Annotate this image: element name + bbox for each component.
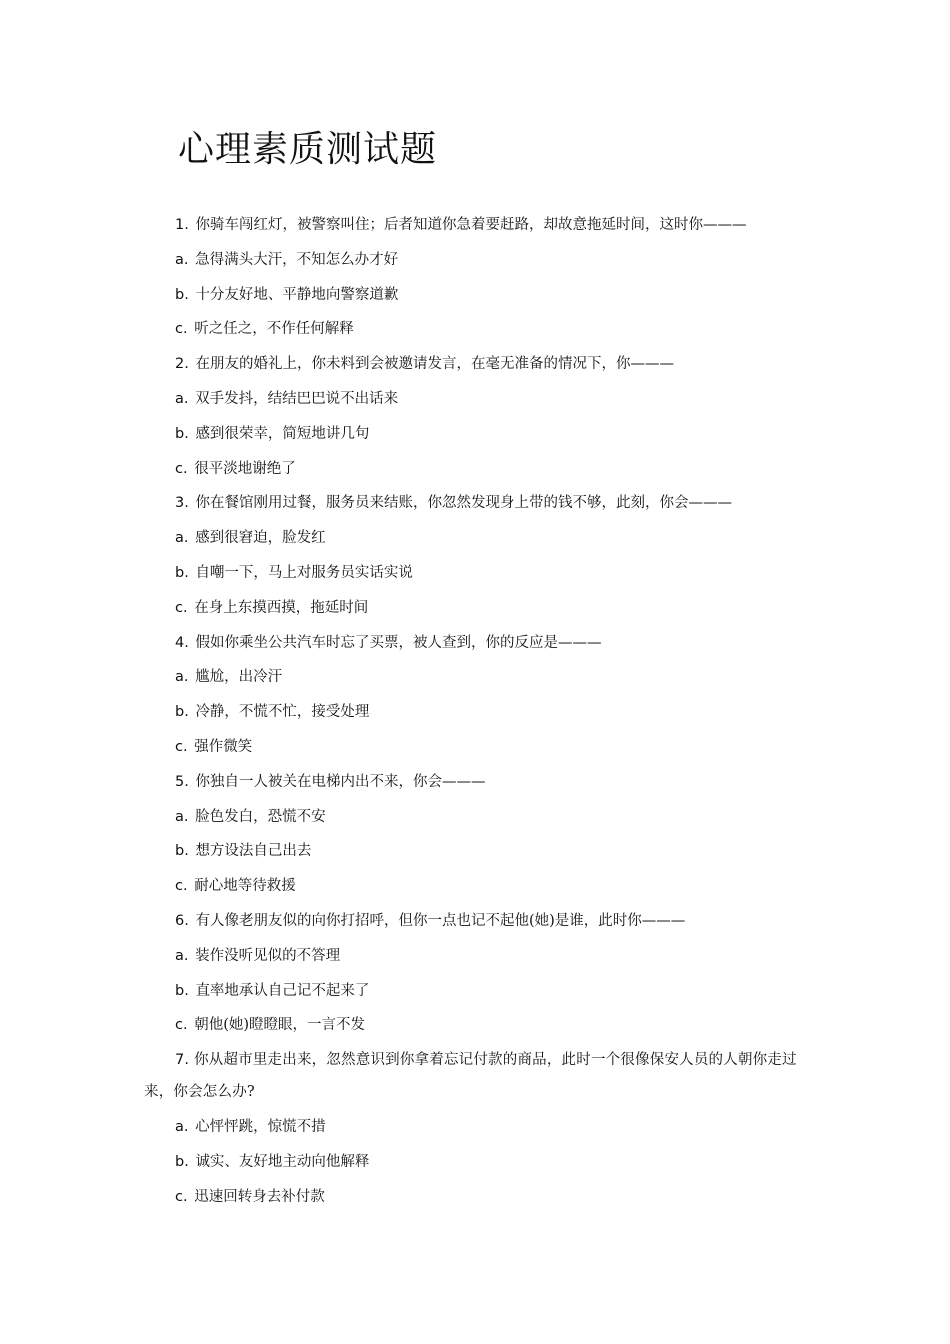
option-text: 很平淡地谢绝了 (194, 460, 296, 477)
option-1c (144, 312, 814, 347)
option-text: 想方设法自己出去 (195, 843, 312, 860)
option-text: 装作没听见似的不答理 (195, 947, 341, 964)
question-6 (144, 904, 814, 939)
option-label: a. (175, 669, 189, 686)
option-4a (144, 660, 814, 695)
option-6c (144, 1008, 814, 1043)
option-label: a. (175, 251, 189, 268)
option-label: b. (175, 843, 189, 860)
option-label: b. (175, 286, 189, 303)
question-number: 6. (175, 912, 189, 929)
option-label: c. (175, 321, 188, 338)
option-label: b. (175, 564, 189, 581)
option-label: a. (175, 390, 189, 407)
option-7a (144, 1110, 814, 1145)
question-number: 7. (175, 1052, 190, 1069)
question-2 (144, 347, 814, 382)
option-label: c. (175, 878, 188, 895)
option-text: 十分友好地、平静地向警察道歉 (195, 286, 399, 303)
option-label: c. (175, 738, 188, 755)
option-4b (144, 695, 814, 730)
option-6a (144, 939, 814, 974)
option-3c (144, 591, 814, 626)
option-3b (144, 556, 814, 591)
option-4c (144, 730, 814, 765)
question-text: 有人像老朋友似的向你打招呼，但你一点也记不起他(她)是谁，此时你——— (195, 912, 686, 929)
option-text: 急得满头大汗，不知怎么办才好 (195, 251, 399, 268)
question-text: 假如你乘坐公共汽车时忘了买票，被人查到，你的反应是——— (195, 634, 602, 651)
question-number: 1. (175, 217, 189, 233)
option-text: 冷静，不慌不忙，接受处理 (195, 704, 370, 721)
document-title: 心理素质测试题 (178, 129, 438, 170)
option-label: b. (175, 982, 189, 999)
option-5b (144, 834, 814, 869)
option-1b (144, 278, 814, 313)
option-label: b. (175, 704, 189, 721)
option-5c (144, 869, 814, 904)
option-1a (144, 243, 814, 278)
question-3 (144, 486, 814, 521)
option-text: 听之任之，不作任何解释 (194, 321, 354, 338)
option-text: 双手发抖，结结巴巴说不出话来 (195, 390, 399, 407)
question-1 (144, 208, 814, 243)
option-text: 朝他(她)瞪瞪眼，一言不发 (194, 1017, 366, 1034)
option-text: 感到很荣幸，简短地讲几句 (195, 425, 370, 442)
question-number: 4. (175, 634, 189, 651)
option-3a (144, 521, 814, 556)
question-number: 2. (175, 356, 189, 373)
question-text: 在朋友的婚礼上，你未料到会被邀请发言，在毫无准备的情况下，你——— (195, 356, 674, 373)
option-7b (144, 1145, 814, 1180)
question-4 (144, 626, 814, 661)
option-text: 直率地承认自己记不起来了 (195, 982, 370, 999)
option-7c (144, 1180, 814, 1215)
option-2b (144, 417, 814, 452)
question-list (144, 208, 814, 1215)
question-text: 你在餐馆刚用过餐，服务员来结账，你忽然发现身上带的钱不够，此刻，你会——— (195, 495, 732, 512)
option-text: 感到很窘迫，脸发红 (195, 530, 326, 547)
option-label: a. (175, 808, 189, 825)
option-6b (144, 974, 814, 1009)
option-label: a. (175, 530, 189, 547)
option-text: 脸色发白，恐慌不安 (195, 808, 326, 825)
option-label: a. (175, 947, 189, 964)
option-text: 尴尬，出冷汗 (195, 669, 283, 686)
option-text: 心怦怦跳，惊慌不措 (195, 1119, 326, 1136)
question-number: 3. (175, 495, 189, 512)
option-label: b. (175, 425, 189, 442)
question-5 (144, 765, 814, 800)
option-text: 诚实、友好地主动向他解释 (195, 1153, 370, 1170)
option-text: 强作微笑 (194, 738, 253, 755)
option-text: 耐心地等待救援 (194, 878, 296, 895)
question-text: 你独自一人被关在电梯内出不来，你会——— (195, 773, 486, 790)
option-5a (144, 800, 814, 835)
option-label: c. (175, 460, 188, 477)
option-text: 在身上东摸西摸，拖延时间 (194, 599, 369, 616)
question-text: 你从超市里走出来，忽然意识到你拿着忘记付款的商品，此时一个很像保安人员的人朝你走过来，你会怎么办? (144, 1052, 797, 1101)
option-label: c. (175, 1188, 188, 1205)
option-text: 迅速回转身去补付款 (194, 1188, 325, 1205)
option-label: b. (175, 1153, 189, 1170)
option-label: a. (175, 1119, 189, 1136)
option-label: c. (175, 1017, 188, 1034)
option-2a (144, 382, 814, 417)
option-label: c. (175, 599, 188, 616)
question-number: 5. (175, 773, 189, 790)
question-text: 你骑车闯红灯，被警察叫住；后者知道你急着要赶路，却故意拖延时间，这时你——— (195, 217, 747, 233)
option-2c (144, 452, 814, 487)
option-text: 自嘲一下，马上对服务员实话实说 (195, 564, 413, 581)
question-7 (144, 1044, 814, 1108)
